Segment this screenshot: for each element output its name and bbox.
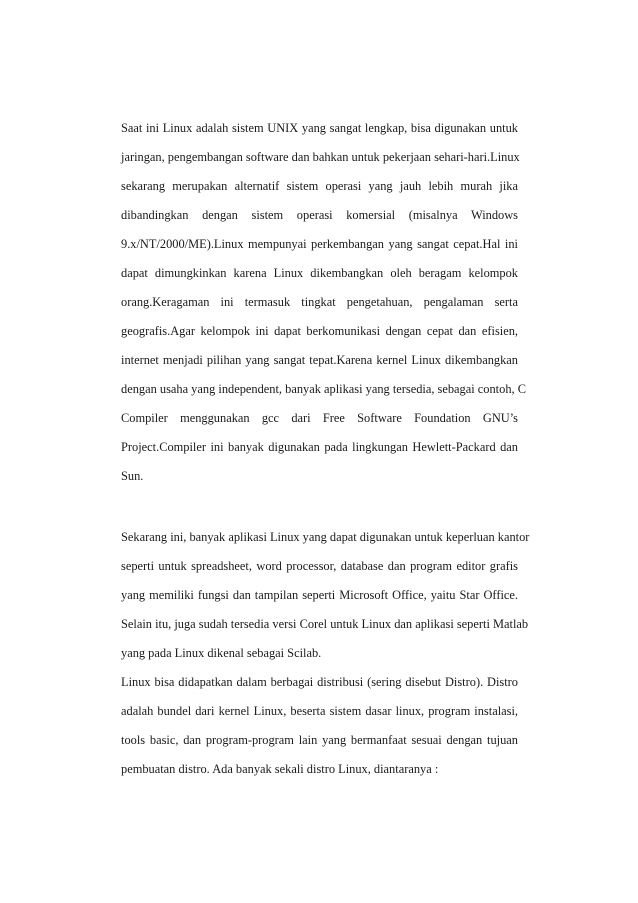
text-line: adalah bundel dari kernel Linux, beserta sistem dasar linux, program instalasi, [121, 704, 518, 718]
text-line: Selain itu, juga sudah tersedia versi Corel untuk Linux dan aplikasi seperti Matlab [121, 617, 529, 631]
text-line: Sun. [121, 469, 144, 483]
text-line: seperti untuk spreadsheet, word processor, database dan program editor grafis [121, 559, 518, 573]
text-line: Sekarang ini, banyak aplikasi Linux yang dapat digunakan untuk keperluan kantor [121, 530, 530, 544]
text-line: Saat ini Linux adalah sistem UNIX yang sangat lengkap, bisa digunakan untuk [121, 121, 518, 135]
text-line: tools basic, dan program-program lain yang bermanfaat sesuai dengan tujuan [121, 733, 518, 747]
text-line: dengan usaha yang independent, banyak aplikasi yang tersedia, sebagai contoh, C [121, 382, 526, 396]
text-line: dapat dimungkinkan karena Linux dikembangkan oleh beragam kelompok [121, 266, 518, 280]
text-line: yang memiliki fungsi dan tampilan seperti Microsoft Office, yaitu Star Office. [121, 588, 518, 602]
text-line: internet menjadi pilihan yang sangat tepat.Karena kernel Linux dikembangkan [121, 353, 518, 367]
text-line: yang pada Linux dikenal sebagai Scilab. [121, 646, 322, 660]
text-line: orang.Keragaman ini termasuk tingkat pengetahuan, pengalaman serta [121, 295, 518, 309]
text-line: Compiler menggunakan gcc dari Free Software Foundation GNU’s [121, 411, 518, 425]
text-line: geografis.Agar kelompok ini dapat berkomunikasi dengan cepat dan efisien, [121, 324, 518, 338]
text-line: sekarang merupakan alternatif sistem operasi yang jauh lebih murah jika [121, 179, 518, 193]
text-line: dibandingkan dengan sistem operasi komersial (misalnya Windows [121, 208, 518, 222]
text-line: Project.Compiler ini banyak digunakan pada lingkungan Hewlett-Packard dan [121, 440, 518, 454]
text-line: jaringan, pengembangan software dan bahkan untuk pekerjaan sehari-hari.Linux [121, 150, 520, 164]
text-line: 9.x/NT/2000/ME).Linux mempunyai perkembangan yang sangat cepat.Hal ini [121, 237, 518, 251]
text-line: pembuatan distro. Ada banyak sekali distro Linux, diantaranya : [121, 762, 439, 776]
text-line: Linux bisa didapatkan dalam berbagai distribusi (sering disebut Distro). Distro [121, 675, 518, 689]
